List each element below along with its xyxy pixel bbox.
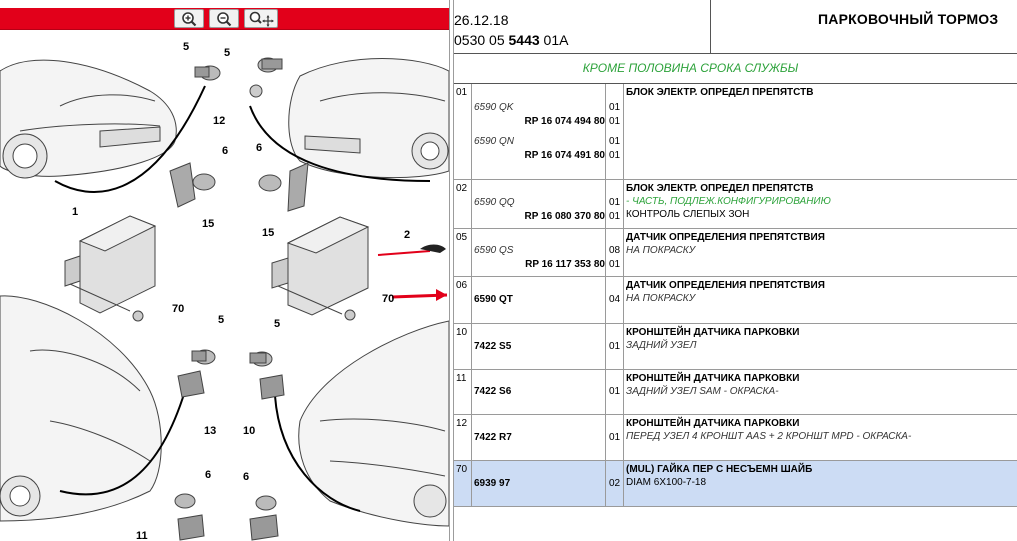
quantity: 04 bbox=[609, 294, 621, 305]
table-row[interactable] bbox=[454, 229, 1017, 277]
callout-label: 10 bbox=[243, 425, 256, 437]
sensor-6-bottom-left bbox=[175, 494, 204, 540]
sensor-5-bottom-right bbox=[250, 352, 284, 399]
qty-cell bbox=[606, 180, 624, 228]
table-row[interactable] bbox=[454, 415, 1017, 461]
ref-cell bbox=[472, 415, 606, 460]
parts-diagram[interactable] bbox=[0, 31, 449, 541]
desc-cell bbox=[624, 324, 1017, 369]
car-front-left-drawing bbox=[0, 60, 176, 178]
callout-label: 2 bbox=[404, 229, 411, 241]
callout-label: 6 bbox=[256, 142, 263, 154]
qty-cell bbox=[606, 461, 624, 506]
variant-code[interactable]: 6939 97 bbox=[474, 478, 511, 489]
page-title: ПАРКОВОЧНЫЙ ТОРМОЗ bbox=[818, 11, 999, 27]
qty-cell bbox=[606, 277, 624, 323]
qty-cell bbox=[606, 229, 624, 276]
desc-cell bbox=[624, 180, 1017, 228]
part-note: DIAM 6X100-7-18 bbox=[626, 477, 707, 488]
table-row[interactable] bbox=[454, 180, 1017, 229]
qty-cell bbox=[606, 415, 624, 460]
part-note: НА ПОКРАСКУ bbox=[626, 245, 696, 256]
quantity: 01 bbox=[609, 150, 621, 161]
desc-cell bbox=[624, 84, 1017, 179]
callout-label: 70 bbox=[172, 303, 185, 315]
item-number: 11 bbox=[454, 370, 472, 414]
magnifier-move-icon bbox=[248, 11, 274, 27]
desc-cell bbox=[624, 461, 1017, 506]
table-row[interactable] bbox=[454, 324, 1017, 370]
variant-code[interactable]: 7422 R7 bbox=[474, 432, 512, 443]
viewer-top-strip bbox=[0, 0, 449, 8]
header-code bbox=[454, 30, 710, 50]
bracket-15-right bbox=[259, 163, 308, 211]
part-number[interactable]: RP 16 080 370 80 bbox=[524, 211, 605, 222]
ref-cell bbox=[472, 180, 606, 228]
ref-cell bbox=[472, 277, 606, 323]
ref-cell bbox=[472, 461, 606, 506]
quantity: 01 bbox=[609, 259, 621, 270]
variant-code: 6590 QN bbox=[474, 136, 515, 147]
part-description: БЛОК ЭЛЕКТР. ОПРЕДЕЛ ПРЕПЯТСТВ bbox=[626, 87, 814, 98]
part-description: ДАТЧИК ОПРЕДЕЛЕНИЯ ПРЕПЯТСТВИЯ bbox=[626, 232, 825, 243]
part-number[interactable]: RP 16 117 353 80 bbox=[525, 259, 605, 270]
callout-label: 11 bbox=[136, 530, 148, 541]
viewer-toolbar bbox=[0, 8, 449, 30]
item-number: 02 bbox=[454, 180, 472, 228]
zoom-out-button[interactable] bbox=[209, 9, 239, 28]
part-note: - ЧАСТЬ, ПОДЛЕЖ.КОНФИГУРИРОВАНИЮ bbox=[626, 196, 831, 207]
part-note: КОНТРОЛЬ СЛЕПЫХ ЗОН bbox=[626, 209, 750, 220]
part-number[interactable]: RP 16 074 494 80 bbox=[524, 116, 605, 127]
zoom-pan-button[interactable] bbox=[244, 9, 278, 28]
ecu-module-1 bbox=[65, 216, 155, 321]
sensor-5-bottom-left bbox=[178, 350, 215, 397]
callout-label: 1 bbox=[72, 206, 79, 218]
diagram-viewer[interactable] bbox=[0, 0, 449, 541]
ecu-module-2 bbox=[272, 217, 368, 320]
ref-cell bbox=[472, 370, 606, 414]
item-number: 06 bbox=[454, 277, 472, 323]
parts-table bbox=[454, 83, 1017, 489]
callout-label: 6 bbox=[205, 469, 212, 481]
item-number: 12 bbox=[454, 415, 472, 460]
parts-panel bbox=[454, 0, 1017, 541]
car-front-right-drawing bbox=[289, 59, 449, 178]
part-description: БЛОК ЭЛЕКТР. ОПРЕДЕЛ ПРЕПЯТСТВ bbox=[626, 183, 814, 194]
ref-cell bbox=[472, 324, 606, 369]
callout-label: 12 bbox=[213, 115, 226, 127]
sensor-5-left bbox=[195, 66, 220, 80]
part-note: НА ПОКРАСКУ bbox=[626, 293, 696, 304]
callout-label: 5 bbox=[218, 314, 225, 326]
item-number: 10 bbox=[454, 324, 472, 369]
condition-note: КРОМЕ ПОЛОВИНА СРОКА СЛУЖБЫ bbox=[582, 61, 799, 75]
magnifier-minus-icon bbox=[215, 11, 233, 27]
quantity: 01 bbox=[609, 341, 621, 352]
callout-label: 5 bbox=[183, 41, 190, 53]
table-row[interactable] bbox=[454, 84, 1017, 180]
quantity: 01 bbox=[609, 116, 621, 127]
quantity: 08 bbox=[609, 245, 621, 256]
variant-code[interactable]: 6590 QT bbox=[474, 294, 513, 305]
header-code-suffix: 01A bbox=[543, 32, 569, 48]
callout-label: 13 bbox=[204, 425, 217, 437]
quantity: 01 bbox=[609, 136, 621, 147]
desc-cell bbox=[624, 415, 1017, 460]
variant-code[interactable]: 7422 S6 bbox=[474, 386, 512, 397]
panel-header bbox=[454, 0, 1017, 54]
variant-code: 6590 QQ bbox=[474, 197, 515, 208]
ref-cell bbox=[472, 84, 606, 179]
qty-cell bbox=[606, 84, 624, 179]
header-code-prefix: 0530 05 bbox=[454, 32, 505, 48]
ref-cell bbox=[472, 229, 606, 276]
quantity: 01 bbox=[609, 432, 621, 443]
part-description: КРОНШТЕЙН ДАТЧИКА ПАРКОВКИ bbox=[626, 327, 800, 338]
variant-code: 6590 QK bbox=[474, 102, 514, 113]
table-row[interactable] bbox=[454, 277, 1017, 324]
callout-label: 15 bbox=[202, 218, 215, 230]
callout-label: 5 bbox=[224, 47, 231, 59]
quantity: 01 bbox=[609, 386, 621, 397]
item-number: 70 bbox=[454, 461, 472, 506]
magnifier-plus-icon bbox=[180, 11, 198, 27]
part-note: ЗАДНИЙ УЗЕЛ bbox=[626, 340, 697, 351]
sensor-6-bottom-right bbox=[250, 496, 278, 540]
desc-cell bbox=[624, 229, 1017, 276]
car-rear-right-drawing bbox=[299, 321, 449, 526]
header-code-bold: 5443 bbox=[508, 32, 540, 48]
part-description: (MUL) ГАЙКА ПЕР С НЕСЪЕМН ШАЙБ bbox=[626, 464, 813, 475]
part-number[interactable]: RP 16 074 491 80 bbox=[524, 150, 605, 161]
variant-code: 6590 QS bbox=[474, 245, 514, 256]
part-note: ЗАДНИЙ УЗЕЛ SAM - ОКРАСКА- bbox=[626, 386, 779, 397]
quantity: 02 bbox=[609, 478, 621, 489]
header-info bbox=[454, 0, 711, 54]
part-description: ДАТЧИК ОПРЕДЕЛЕНИЯ ПРЕПЯТСТВИЯ bbox=[626, 280, 825, 291]
part-note: ПЕРЕД УЗЕЛ 4 КРОНШТ AAS + 2 КРОНШТ MPD - ОКРАСКА- bbox=[626, 431, 912, 442]
callout-label: 70 bbox=[382, 293, 395, 305]
qty-cell bbox=[606, 370, 624, 414]
quantity: 01 bbox=[609, 211, 621, 222]
part-description: КРОНШТЕЙН ДАТЧИКА ПАРКОВКИ bbox=[626, 373, 800, 384]
sensor-5-right bbox=[250, 58, 282, 97]
zoom-in-button[interactable] bbox=[174, 9, 204, 28]
car-rear-left-drawing bbox=[0, 296, 161, 521]
quantity: 01 bbox=[609, 197, 621, 208]
table-row[interactable] bbox=[454, 370, 1017, 415]
header-date: 26.12.18 bbox=[454, 12, 509, 28]
table-row-selected[interactable] bbox=[454, 461, 1017, 507]
callout-label: 6 bbox=[243, 471, 250, 483]
desc-cell bbox=[624, 370, 1017, 414]
desc-cell bbox=[624, 277, 1017, 323]
part-description: КРОНШТЕЙН ДАТЧИКА ПАРКОВКИ bbox=[626, 418, 800, 429]
bracket-15-left bbox=[170, 163, 215, 207]
item-number: 01 bbox=[454, 84, 472, 179]
qty-cell bbox=[606, 324, 624, 369]
callout-label: 5 bbox=[274, 318, 281, 330]
callout-label: 15 bbox=[262, 227, 275, 239]
variant-code[interactable]: 7422 S5 bbox=[474, 341, 512, 352]
callout-label: 6 bbox=[222, 145, 229, 157]
quantity: 01 bbox=[609, 102, 621, 113]
item-number: 05 bbox=[454, 229, 472, 276]
